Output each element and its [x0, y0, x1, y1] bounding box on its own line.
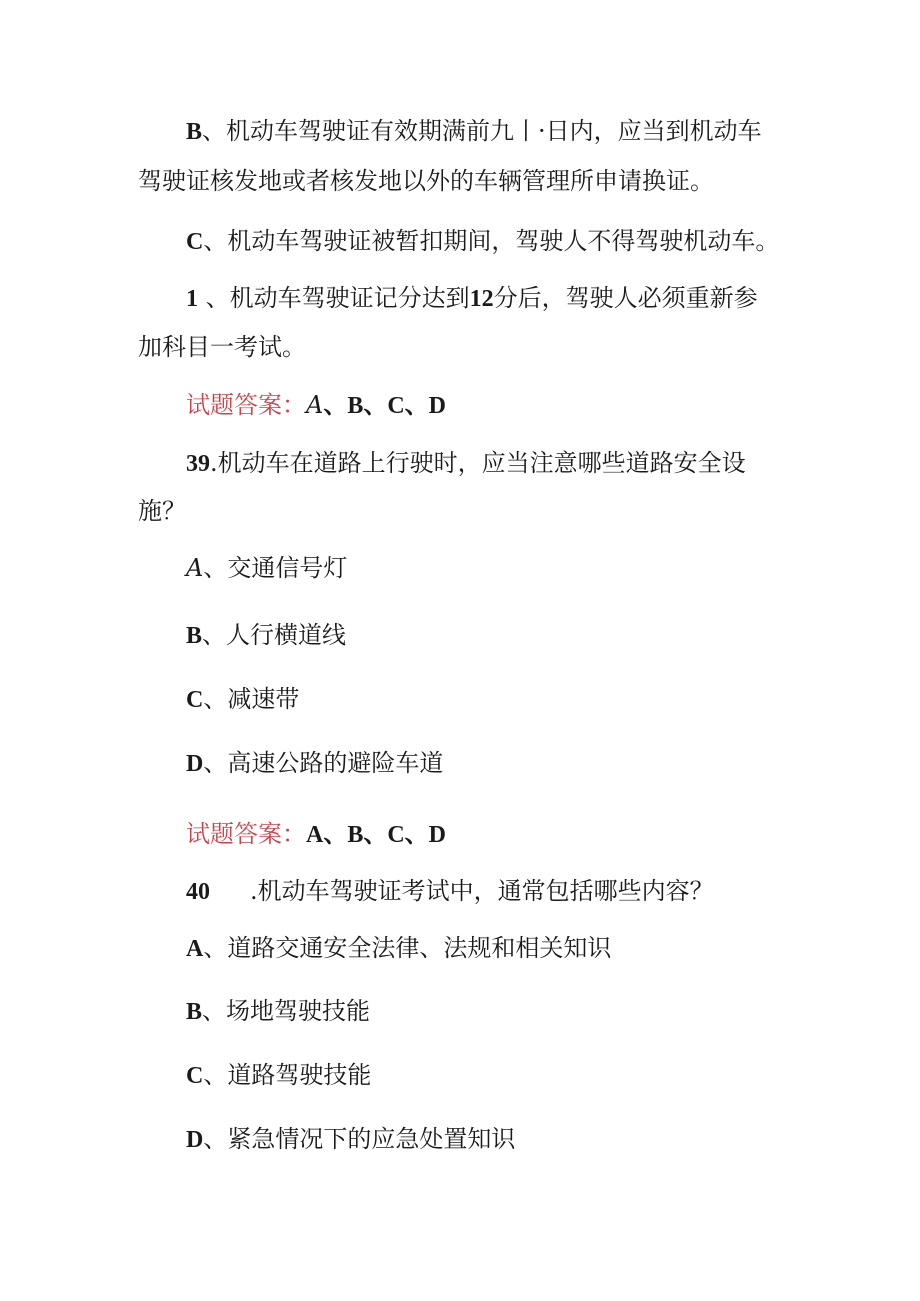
option-text: 、机动车驾驶证记分达到 [198, 284, 470, 312]
question-number: 39 [186, 451, 210, 477]
question-number: 40 [186, 879, 210, 905]
option-text: 、场地驾驶技能 [202, 997, 371, 1025]
prev-option-b-line1 [186, 116, 762, 147]
option-marker: C [186, 229, 204, 255]
option-text: 、机动车驾驶证有效期满前九丨·日内，应当到机动车 [202, 117, 762, 145]
q39-option-b [186, 620, 346, 651]
option-text: 分后，驾驶人必须重新参 [493, 284, 758, 312]
q40-option-b [186, 996, 370, 1027]
option-marker: D [186, 1127, 204, 1153]
q40-title [186, 876, 714, 907]
option-text: 、道路交通安全法律、法规和相关知识 [203, 934, 612, 962]
q39-title-line2: 施？ [138, 497, 186, 525]
q40-option-d [186, 1124, 515, 1155]
option-marker: 1 [186, 286, 198, 312]
points-value: 12 [469, 286, 494, 312]
option-marker: B [186, 623, 203, 649]
option-marker: A [186, 936, 204, 962]
q39-option-d [186, 748, 443, 779]
q39-option-a [186, 553, 347, 583]
question-text: .机动车在道路上行驶时，应当注意哪些道路安全设 [210, 449, 746, 477]
q39-title-line1 [186, 448, 746, 479]
prev-option-b-line2: 驾驶证核发地或者核发地以外的车辆管理所申请换证。 [138, 167, 714, 195]
q39-option-c [186, 684, 299, 715]
option-marker: A [186, 554, 204, 582]
option-text: 、减速带 [203, 685, 300, 713]
option-marker: C [186, 687, 204, 713]
answer-value: A、B、C、D [306, 822, 447, 848]
prev-answer [186, 390, 446, 421]
answer-rest: 、B、C、D [323, 393, 447, 419]
q40-option-c [186, 1060, 371, 1091]
answer-label: 试题答案： [186, 820, 306, 848]
prev-option-d-line1 [186, 283, 758, 314]
option-text: 、紧急情况下的应急处置知识 [203, 1125, 516, 1153]
question-text: .机动车驾驶证考试中，通常包括哪些内容？ [250, 877, 714, 905]
q39-answer [186, 819, 446, 850]
option-text: 、道路驾驶技能 [203, 1061, 372, 1089]
prev-option-d-line2: 加科目一考试。 [138, 333, 306, 361]
option-marker: B [186, 999, 203, 1025]
option-marker: C [186, 1063, 204, 1089]
option-text: 、机动车驾驶证被暂扣期间，驾驶人不得驾驶机动车。 [203, 227, 780, 255]
option-text: 、人行横道线 [202, 621, 347, 649]
answer-first: A [306, 391, 324, 419]
option-marker: D [186, 751, 204, 777]
prev-option-c [186, 226, 779, 257]
option-marker: B [186, 119, 203, 145]
answer-label: 试题答案： [186, 391, 306, 419]
option-text: 、交通信号灯 [203, 554, 348, 582]
option-text: 、高速公路的避险车道 [203, 749, 444, 777]
q40-option-a [186, 933, 611, 964]
